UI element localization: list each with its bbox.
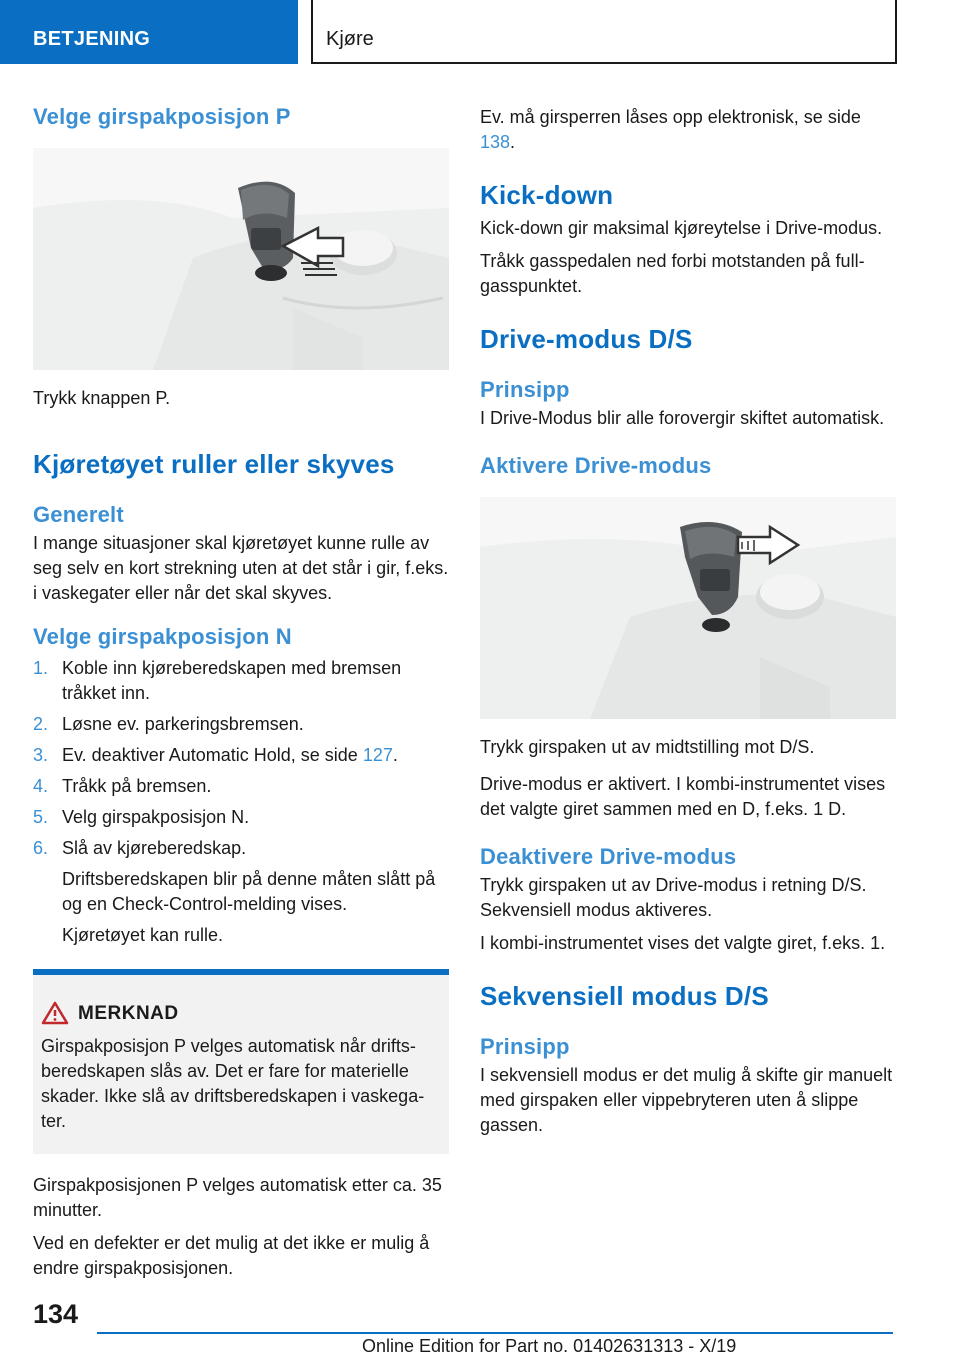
heading-deactivate: Deaktivere Drive-modus [480,844,737,869]
heading-select-n: Velge girspakposisjon N [33,624,292,649]
notice-box [33,969,449,1154]
principle-2-text: I sekvensiell modus er det mulig å skifte gir manuelt med girspaken eller vippebryteren uten å slippe gassen. [480,1065,893,1135]
chapter-box [311,0,897,64]
gear-lever-p-image [33,148,449,370]
heading-sequential: Sekvensiell modus D/S [480,981,769,1011]
section-title: BETJENING [33,28,151,50]
heading-rolls: Kjøretøyet ruller eller skyves [33,449,395,479]
heading-select-p: Velge girspakposisjon P [33,104,291,129]
list-item: 6. Slå av kjøreberedskap. Driftsberedskapen blir på denne måten slått på og en Check-Control-melding vises. Kjøretøyet kan rulle. [33,836,449,948]
list-item: 4. Tråkk på bremsen. [33,776,212,796]
heading-kickdown: Kick-down [480,180,614,210]
heading-drive-mode: Drive-modus D/S [480,324,693,354]
section-tab [0,0,298,64]
kickdown-text-2: Tråkk gasspedalen ned forbi motstanden på fullgasspunktet. [480,251,865,296]
chapter-title: Kjøre [326,28,374,50]
steps-list [33,656,449,948]
caption-p: Trykk knappen P. [33,388,171,408]
notice-title: MERKNAD [78,1003,179,1024]
heading-general: Generelt [33,502,124,527]
step-6-detail: Driftsberedskapen blir på denne måten slått på og en Check-Control-melding vises. [62,869,436,914]
activate-caption: Trykk girspaken ut av midtstilling mot D/S. [480,737,815,757]
footer-rule [97,1332,893,1334]
page-link[interactable]: 138 [480,132,511,152]
list-item: 3. Ev. deaktiver Automatic Hold, se side 127. [33,745,398,765]
defect-text: Ved en defekter er det mulig at det ikke er mulig å endre girspakposisjonen. [33,1233,430,1278]
deactivate-text-2: I kombi-instrumentet vises det valgte giret, f.eks. 1. [480,933,886,953]
auto-p-text: Girspakposisjonen P velges automatisk etter ca. 35 minutter. [33,1175,442,1220]
principle-1-text: I Drive-Modus blir alle forovergir skiftet automatisk. [480,408,885,428]
warning-icon [41,1001,69,1025]
page-link[interactable]: 127 [362,745,393,765]
list-item: 5. Velg girspakposisjon N. [33,807,250,827]
step-6-result: Kjøretøyet kan rulle. [62,925,224,945]
list-item: 1. Koble inn kjøreberedskapen med bremsen tråkket inn. [33,658,402,703]
deactivate-text-1: Trykk girspaken ut av Drive-modus i retning D/S. Sekvensiell modus aktiveres. [480,875,867,920]
page-number: 134 [33,1299,79,1329]
heading-principle-1: Prinsipp [480,377,570,402]
lock-text: Ev. må girsperren låses opp elektronisk, se side 138. [480,107,861,152]
activate-text: Drive-modus er aktivert. I kombi-instrumentet vises det valgte giret sammen med en D, f.eks. 1 D. [480,774,886,819]
kickdown-text-1: Kick-down gir maksimal kjøreytelse i Drive-modus. [480,218,883,238]
general-text: I mange situasjoner skal kjøretøyet kunne rulle av seg selv en kort strekning uten at det står i gir, f.eks. i vaskegater eller når det skal skyves. [33,533,449,603]
heading-activate: Aktivere Drive-modus [480,453,712,478]
gear-lever-ds-image [480,497,896,719]
heading-principle-2: Prinsipp [480,1034,570,1059]
list-item: 2. Løsne ev. parkeringsbremsen. [33,714,304,734]
edition-text: Online Edition for Part no. 01402631313 - X/19 [362,1336,737,1356]
notice-text: Girspakposisjon P velges automatisk når driftsberedskapen slås av. Det er fare for materielle skader. Ikke slå av driftsberedskapen i vaskegater. [41,1036,425,1131]
left-column [33,100,449,1281]
right-column [480,100,896,1138]
